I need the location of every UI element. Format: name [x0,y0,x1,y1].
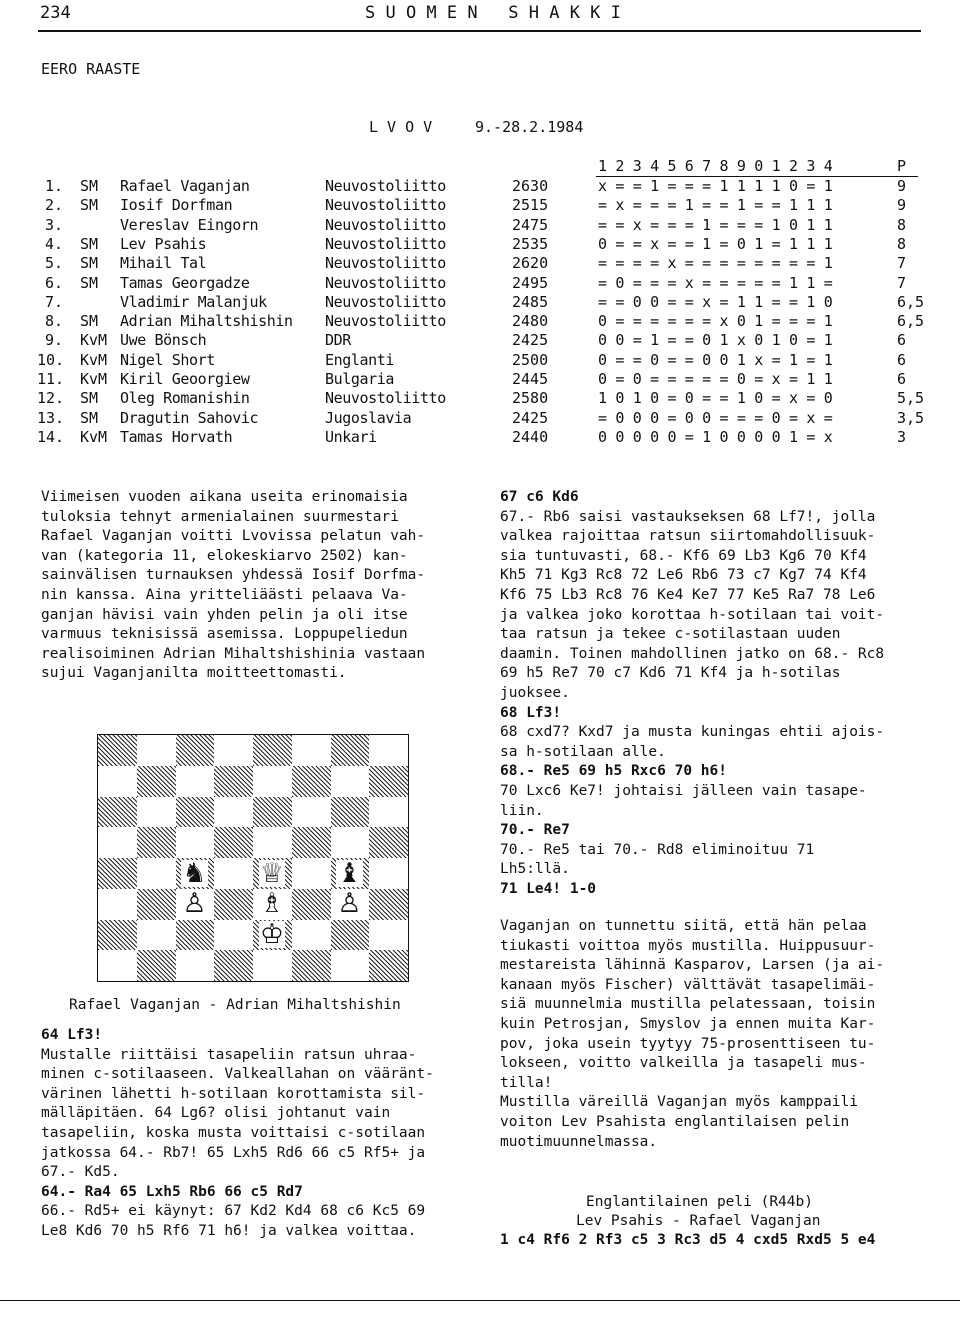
white-pawn-icon [176,889,214,919]
black-knight-icon-glyph: ♞ [182,857,207,889]
player-name: Tamas Georgadze [120,273,250,292]
analysis-line: 70.- Re5 tai 70.- Rd8 eliminoituu 71 [500,841,815,858]
player-results: = 0 = = = x = = = = = 1 1 = [598,273,833,292]
board-square [369,827,408,858]
board-square [214,766,253,797]
player-results: x = = 1 = = = 1 1 1 1 0 = 1 [598,177,833,195]
player-country: Neuvostoliitto [325,196,446,215]
player-country: Neuvostoliitto [325,292,446,311]
text-line: Viimeisen vuoden aikana useita erinomaisia [41,489,408,505]
player-country: Jugoslavia [325,408,412,427]
player-country: Bulgaria [325,370,395,388]
game2-opening: Englantilainen peli (R44b) [586,1194,813,1210]
text-line: tuloksia tehnyt armenialainen suurmestari [41,508,399,525]
board-square [253,797,292,828]
board-square [369,766,408,797]
player-rating: 2475 [512,215,549,234]
chess-diagram [97,734,409,982]
board-square [331,827,370,858]
board-square [331,950,370,981]
analysis-line: 67.- Kd5. [41,1164,120,1181]
player-rating: 2445 [512,370,549,388]
player-rating: 2620 [512,254,549,273]
player-results: = x = = = 1 = = 1 = = 1 1 1 [598,196,833,215]
player-title: SM [80,254,99,273]
black-knight-icon [176,858,214,888]
analysis-line: 67 c6 Kd6 [500,489,579,505]
player-rank: 11. [37,370,65,388]
player-rank: 1. [45,177,64,195]
player-results: 0 0 0 0 0 = 1 0 0 0 0 1 = x [598,427,833,446]
player-name: Uwe Bönsch [120,331,207,350]
player-name: Vereslav Eingorn [120,215,259,234]
player-rating: 2425 [512,408,549,427]
board-square [176,797,215,828]
board-square [253,950,292,981]
board-square [331,735,370,766]
board-square [292,920,331,951]
player-rating: 2535 [512,234,549,253]
board-square [214,950,253,981]
player-results: 0 = = = = = = x 0 1 = = = 1 [598,312,833,331]
board-square [369,920,408,951]
board-square [369,950,408,981]
board-square [137,920,176,951]
text-line: Rafael Vaganjan voitti Lvovissa pelatun vah- [41,528,426,545]
player-rank: 13. [37,408,65,427]
player-points: 3 [897,427,907,446]
board-square [214,827,253,858]
player-points: 8 [897,215,907,234]
player-name: Nigel Short [120,350,215,369]
player-points: 7 [897,254,907,273]
event-title: L V O V [369,118,433,136]
white-bishop-icon [253,889,291,919]
analysis-line: tasapeliin, koska musta voittaisi c-sotilaan [41,1125,426,1141]
board-square [292,889,331,920]
footer-rule [0,1300,960,1301]
player-rating: 2440 [512,427,549,446]
player-title: SM [80,389,99,408]
player-rating: 2485 [512,292,549,311]
game2-players: Lev Psahis - Rafael Vaganjan [576,1213,821,1229]
player-points: 6 [897,331,907,350]
text-line: siä muunnelmia mustilla pelatessaan, toisin [500,996,876,1013]
player-country: Unkari [325,427,377,446]
board-square [137,889,176,920]
text-line: muotimuunnelmassa. [500,1133,658,1150]
player-rating: 2630 [512,177,549,195]
board-square [98,950,137,981]
player-results: = = 0 0 = = x = 1 1 = = 1 0 [598,292,833,311]
board-square [253,766,292,797]
analysis-line: 69 h5 Re7 70 c7 Kd6 71 Kf4 ja h-sotilas [500,665,841,682]
board-square [98,797,137,828]
player-points: 9 [897,196,907,215]
board-square [98,827,137,858]
white-queen-icon [253,858,291,888]
player-name: Dragutin Sahovic [120,408,259,427]
board-square [253,827,292,858]
player-rank: 10. [37,350,65,369]
magazine-title: S U O M E N S H A K K I [365,3,621,23]
text-line: lokseen, voitto valkeilla ja tasapeli mus- [500,1055,867,1072]
board-square [331,797,370,828]
board-square [137,766,176,797]
board-square [214,889,253,920]
player-results: 0 = = x = = 1 = 0 1 = 1 1 1 [598,234,833,253]
player-results: 1 0 1 0 = 0 = = 1 0 = x = 0 [598,389,833,408]
player-name: Iosif Dorfman [120,196,233,215]
board-square [176,735,215,766]
analysis-line: 64.- Ra4 65 Lxh5 Rb6 66 c5 Rd7 [41,1183,303,1200]
board-square [98,920,137,951]
white-pawn-icon [331,889,369,919]
player-title: SM [80,312,99,331]
player-results: = = x = = = 1 = = = 1 0 1 1 [598,215,833,234]
player-rank: 2. [45,196,64,215]
player-rank: 8. [45,312,64,331]
player-points: 3,5 [897,408,925,427]
board-square [292,797,331,828]
player-title: SM [80,273,99,292]
player-results: = 0 0 0 = 0 0 = = = 0 = x = [598,408,833,427]
player-country: Neuvostoliitto [325,389,446,408]
player-points: 5,5 [897,389,925,408]
text-line: kanaan myös Fischer) välttävät tasapelimäi- [500,976,876,993]
player-rating: 2425 [512,331,549,350]
text-line: Vaganjan on tunnettu siitä, että hän pelaa [500,918,867,934]
player-points: 9 [897,177,907,195]
player-rank: 3. [45,215,64,234]
player-country: Neuvostoliitto [325,312,446,331]
board-square [137,827,176,858]
text-line: realisoiminen Adrian Mihaltshishinia vastaan [41,645,426,662]
analysis-line: 71 Le4! 1-0 [500,881,597,897]
analysis-line: ja valkea joko korottaa h-sotilaan tai voit- [500,606,885,623]
analysis-line: mälläpitäen. 64 Lg6? olisi johtanut vain [41,1105,391,1122]
analysis-line: 70 Lxc6 Ke7! johtaisi jälleen vain tasape- [500,783,867,799]
player-name: Vladimir Malanjuk [120,292,267,311]
white-bishop-icon-glyph: ♗ [259,888,285,920]
board-square [292,950,331,981]
player-country: Neuvostoliitto [325,215,446,234]
board-square [176,920,215,951]
white-king-icon [253,920,291,950]
player-name: Lev Psahis [120,234,207,253]
analysis-line: 66.- Rd5+ ei käynyt: 67 Kd2 Kd4 68 c6 Kc5 69 [41,1203,426,1220]
white-pawn-icon-glyph: ♙ [182,888,207,920]
analysis-line: 68 cxd7? Kxd7 ja musta kuningas ehtii ajois- [500,724,885,741]
player-points: 6,5 [897,292,925,311]
player-title: KvM [80,331,108,350]
player-name: Oleg Romanishin [120,389,250,408]
board-square [137,797,176,828]
text-line: sainvälisen turnauksen yhdessä Iosif Dorfma- [41,567,426,584]
board-square [98,858,137,889]
analysis-line: sia tuntuvasti, 68.- Kf6 69 Lb3 Kg6 70 Kf4 [500,547,867,564]
player-rating: 2480 [512,312,549,331]
analysis-line: daamin. Toinen mahdollinen jatko on 68.- Rc8 [500,645,885,662]
analysis-line: Le8 Kd6 70 h5 Rf6 71 h6! ja valkea voittaa. [41,1223,417,1239]
analysis-line: sa h-sotilaan alle. [500,743,666,760]
text-line: sujui Vaganjanilta moitteettomasti. [41,665,347,682]
player-results: 0 = = 0 = = 0 0 1 x = 1 = 1 [598,350,833,369]
player-country: Neuvostoliitto [325,177,446,195]
player-rank: 4. [45,234,64,253]
white-queen-icon-glyph: ♕ [259,857,285,889]
board-square [292,735,331,766]
text-line: voiton Lev Psahista englantilaisen pelin [500,1114,850,1130]
board-square [369,858,408,889]
player-name: Kiril Geoorgiew [120,370,250,388]
text-line: nin kanssa. Aina yritteliäästi pelaava Va- [41,587,408,603]
board-square [253,735,292,766]
player-title: SM [80,234,99,253]
author: EERO RAASTE [41,60,141,78]
player-name: Mihail Tal [120,254,207,273]
board-square [369,889,408,920]
board-square [137,858,176,889]
player-rating: 2495 [512,273,549,292]
page-number: 234 [40,3,71,23]
board-square [176,950,215,981]
board-square [176,766,215,797]
white-pawn-icon-glyph: ♙ [337,888,362,920]
board-square [176,827,215,858]
player-points: 8 [897,234,907,253]
text-line: kuin Petrosjan, Smyslov ja ennen muita Kar- [500,1016,876,1032]
analysis-line: 70.- Re7 [500,822,570,839]
board-square [331,920,370,951]
player-results: = = = = x = = = = = = = = 1 [598,254,833,273]
board-square [214,797,253,828]
player-country: DDR [325,331,351,350]
board-square [331,766,370,797]
player-country: Neuvostoliitto [325,254,446,273]
player-country: Neuvostoliitto [325,234,446,253]
analysis-line: minen c-sotilaaseen. Valkeallahan on vääränt- [41,1066,434,1083]
player-rank: 7. [45,292,64,311]
player-title: SM [80,408,99,427]
board-square [137,735,176,766]
player-points: 6 [897,350,907,369]
analysis-line: Kh5 71 Kg3 Rc8 72 Le6 Rb6 73 c7 Kg7 74 Kf4 [500,567,867,584]
analysis-line: 68 Lf3! [500,704,562,721]
analysis-line: Lh5:llä. [500,861,570,878]
player-points: 6 [897,370,907,388]
player-name: Tamas Horvath [120,427,233,446]
text-line: ganjan hävisi vain yhden pelin ja oli itse [41,606,408,623]
points-header: P [897,157,907,175]
diagram-caption: Rafael Vaganjan - Adrian Mihaltshishin [69,997,401,1013]
player-country: Englanti [325,350,395,369]
text-line: tiukasti voittoa myös mustilla. Huippusuur- [500,937,876,954]
analysis-line: Kf6 75 Lb3 Rc8 76 Ke4 Ke7 77 Ke5 Ra7 78 Le6 [500,587,876,603]
black-bishop-icon [331,858,369,888]
board-square [369,797,408,828]
analysis-line: jatkossa 64.- Rb7! 65 Lxh5 Rd6 66 c5 Rf5+ ja [41,1144,426,1161]
analysis-line: Mustalle riittäisi tasapeliin ratsun uhraa- [41,1046,417,1063]
analysis-line: liin. [500,802,544,819]
board-square [214,735,253,766]
player-name: Adrian Mihaltshishin [120,312,293,331]
analysis-line: värinen lähetti h-sotilaan korottamista sil- [41,1085,426,1102]
board-square [214,920,253,951]
player-results: 0 0 = 1 = = 0 1 x 0 1 0 = 1 [598,331,833,350]
analysis-line: valkea rajoittaa ratsun siirtomahdollisuuk- [500,528,876,545]
board-square [137,950,176,981]
white-king-icon-glyph: ♔ [259,919,285,950]
text-line: varmuus teknisissä asemissa. Loppupeliedun [41,626,408,643]
text-line: van (kategoria 11, elokeskiarvo 2502) kan- [41,547,408,564]
text-line: Mustilla väreillä Vaganjan myös kamppaili [500,1094,858,1111]
round-header: 1 2 3 4 5 6 7 8 9 0 1 2 3 4 [598,157,833,175]
player-title: KvM [80,350,108,369]
player-points: 6,5 [897,312,925,331]
player-rank: 6. [45,273,64,292]
board-square [98,766,137,797]
black-bishop-icon-glyph: ♝ [337,857,362,889]
player-points: 7 [897,273,907,292]
player-rank: 12. [37,389,65,408]
game2-moves: 1 c4 Rf6 2 Rf3 c5 3 Rc3 d5 4 cxd5 Rxd5 5 e4 [500,1232,876,1248]
player-rank: 5. [45,254,64,273]
player-name: Rafael Vaganjan [120,177,250,195]
text-line: tilla! [500,1074,553,1091]
player-title: SM [80,196,99,215]
player-rank: 14. [37,427,65,446]
board-square [292,858,331,889]
analysis-line: 67.- Rb6 saisi vastaukseksen 68 Lf7!, jolla [500,508,876,525]
player-rating: 2515 [512,196,549,215]
player-country: Neuvostoliitto [325,273,446,292]
player-rank: 9. [45,331,64,350]
analysis-line: taa ratsun ja tekee c-sotilastaan uuden [500,626,841,643]
player-title: KvM [80,370,108,388]
player-results: 0 = 0 = = = = = 0 = x = 1 1 [598,370,833,388]
text-line: pov, joka usein tyytyy 75-prosenttiseen tu- [500,1035,876,1052]
board-square [98,735,137,766]
event-dates: 9.-28.2.1984 [475,118,584,136]
player-title: KvM [80,427,108,446]
header-rule [38,30,921,32]
board-square [292,827,331,858]
analysis-line: juoksee. [500,685,570,701]
analysis-line: 64 Lf3! [41,1027,103,1043]
player-title: SM [80,177,99,195]
board-square [98,889,137,920]
board-square [292,766,331,797]
text-line: mestareista lähinnä Kasparov, Larsen (ja ai- [500,957,885,974]
player-rating: 2500 [512,350,549,369]
analysis-line: 68.- Re5 69 h5 Rxc6 70 h6! [500,763,727,780]
player-rating: 2580 [512,389,549,408]
board-square [214,858,253,889]
board-square [369,735,408,766]
